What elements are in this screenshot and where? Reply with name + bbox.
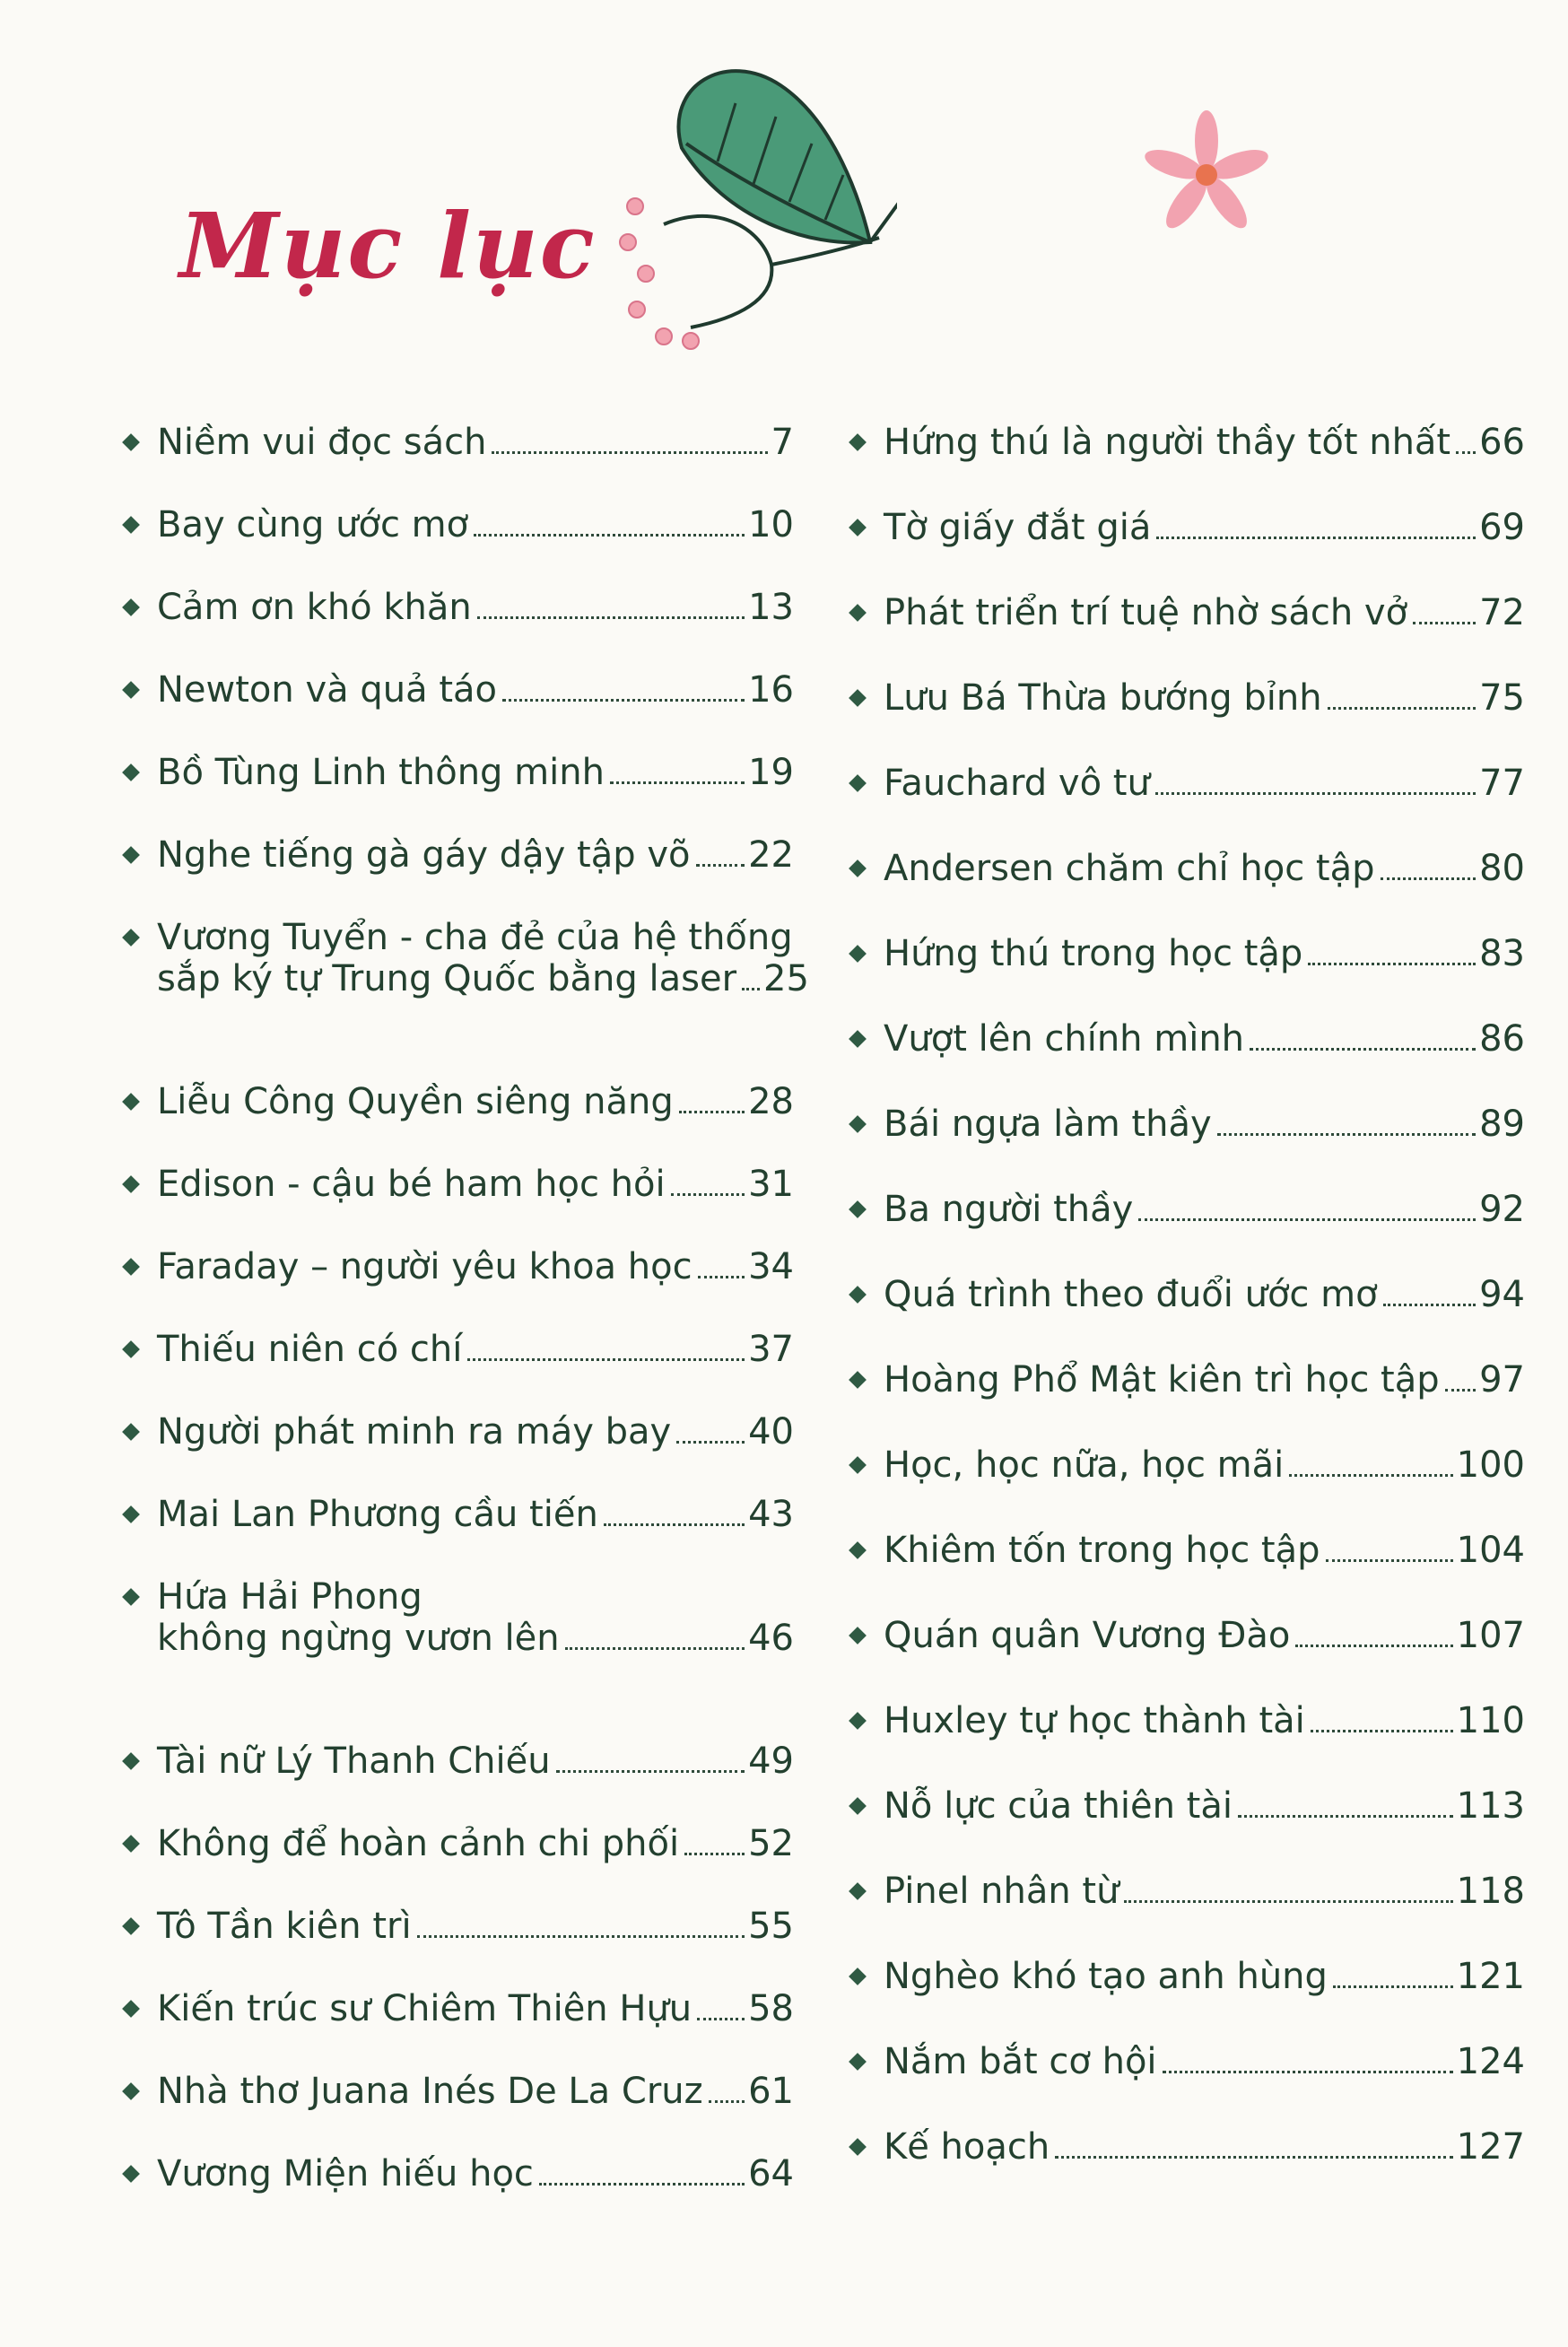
toc-entry-page-number: 13 — [748, 587, 794, 628]
toc-entry-page-number: 92 — [1479, 1189, 1525, 1230]
diamond-bullet-icon — [122, 763, 140, 781]
toc-entry-page-number: 100 — [1456, 1444, 1525, 1486]
toc-entry-title: Thiếu niên có chí — [157, 1329, 463, 1370]
toc-entry-title: Phát triển trí tuệ nhờ sách vở — [884, 592, 1408, 633]
dot-leader — [1163, 2071, 1453, 2073]
dot-leader — [679, 1111, 745, 1113]
dot-leader — [1413, 622, 1476, 624]
diamond-bullet-icon — [122, 681, 140, 699]
diamond-bullet-icon — [122, 433, 140, 451]
toc-entry-title: Pinel nhân từ — [884, 1871, 1119, 1912]
dot-leader — [1333, 1985, 1453, 1988]
toc-entry[interactable] — [848, 1956, 1525, 2041]
toc-entry-title: Nắm bắt cơ hội — [884, 2041, 1157, 2082]
dot-leader — [1156, 537, 1476, 539]
flower-icon — [1139, 108, 1274, 242]
dot-leader — [467, 1358, 745, 1361]
toc-entry-title: Niềm vui đọc sách — [157, 422, 487, 463]
diamond-bullet-icon — [849, 519, 867, 537]
diamond-bullet-icon — [122, 2000, 140, 2018]
dot-leader — [697, 2018, 745, 2020]
toc-entry[interactable] — [848, 1530, 1525, 1615]
toc-entry-title: Liễu Công Quyền siêng năng — [157, 1081, 674, 1122]
diamond-bullet-icon — [122, 1835, 140, 1853]
toc-entry-page-number: 19 — [748, 752, 794, 793]
diamond-bullet-icon — [849, 689, 867, 707]
toc-entry-page-number: 75 — [1479, 677, 1525, 719]
dot-leader — [1308, 963, 1476, 965]
toc-entry-title: Lưu Bá Thừa bướng bỉnh — [884, 677, 1322, 719]
toc-entry-page-number: 113 — [1456, 1785, 1525, 1827]
toc-entry-title: không ngừng vươn lên — [157, 1618, 560, 1659]
toc-entry[interactable] — [121, 1988, 794, 2071]
diamond-bullet-icon — [849, 1286, 867, 1304]
toc-entry-title: Edison - cậu bé ham học hỏi — [157, 1164, 666, 1205]
toc-entry-title: Người phát minh ra máy bay — [157, 1411, 672, 1453]
toc-entry-page-number: 69 — [1479, 507, 1525, 548]
toc-entry-title: Nỗ lực của thiên tài — [884, 1785, 1233, 1827]
toc-entry[interactable] — [848, 2126, 1525, 2212]
toc-entry-page-number: 97 — [1479, 1359, 1525, 1400]
toc-entry-title: Mai Lan Phương cầu tiến — [157, 1494, 598, 1535]
toc-entry[interactable] — [121, 2071, 794, 2153]
dot-leader — [1124, 1900, 1452, 1903]
toc-entry-page-number: 77 — [1479, 763, 1525, 804]
toc-entry-page-number: 22 — [748, 834, 794, 876]
dot-leader — [1326, 1559, 1453, 1562]
toc-entry-title-line1: Vương Tuyển - cha đẻ của hệ thống — [157, 917, 793, 958]
toc-entry[interactable] — [848, 1274, 1525, 1359]
diamond-bullet-icon — [849, 1371, 867, 1389]
toc-entry-title: Hứng thú trong học tập — [884, 933, 1303, 974]
dot-leader — [492, 451, 767, 454]
diamond-bullet-icon — [122, 1752, 140, 1770]
dot-leader — [1295, 1645, 1452, 1647]
dot-leader — [474, 534, 745, 537]
toc-entry[interactable] — [848, 763, 1525, 848]
toc-entry-title: Không để hoàn cảnh chi phối — [157, 1823, 680, 1864]
toc-entry-page-number: 43 — [748, 1494, 794, 1535]
diamond-bullet-icon — [122, 598, 140, 616]
toc-entry-title: Quá trình theo đuổi ước mơ — [884, 1274, 1378, 1315]
toc-entry-title: Bay cùng ước mơ — [157, 504, 469, 545]
toc-entry[interactable] — [848, 2041, 1525, 2126]
dot-leader — [1055, 2156, 1452, 2159]
toc-entry-page-number: 7 — [771, 422, 794, 463]
dot-leader — [1138, 1218, 1476, 1221]
toc-entry-page-number: 49 — [748, 1741, 794, 1782]
diamond-bullet-icon — [849, 1712, 867, 1730]
dot-leader — [671, 1193, 745, 1196]
diamond-bullet-icon — [849, 1882, 867, 1900]
toc-entry-title: Hoàng Phổ Mật kiên trì học tập — [884, 1359, 1440, 1400]
dot-leader — [709, 2100, 745, 2103]
toc-entry-title: Kiến trúc sư Chiêm Thiên Hựu — [157, 1988, 693, 2029]
toc-entry-page-number: 104 — [1456, 1530, 1525, 1571]
diamond-bullet-icon — [122, 929, 140, 947]
diamond-bullet-icon — [849, 2053, 867, 2071]
dot-leader — [696, 864, 745, 867]
toc-entry[interactable] — [121, 1494, 794, 1576]
diamond-bullet-icon — [122, 846, 140, 864]
toc-entry[interactable] — [121, 834, 794, 917]
toc-entry-page-number: 52 — [748, 1823, 794, 1864]
toc-entry-page-number: 72 — [1479, 592, 1525, 633]
toc-entry-title: Hứng thú là người thầy tốt nhất — [884, 422, 1451, 463]
toc-entry[interactable] — [848, 1444, 1525, 1530]
toc-entry-page-number: 110 — [1456, 1700, 1525, 1741]
dot-leader — [502, 699, 745, 702]
diamond-bullet-icon — [122, 2082, 140, 2100]
diamond-bullet-icon — [122, 1093, 140, 1111]
toc-entry-title-line1: Hứa Hải Phong — [157, 1576, 422, 1618]
diamond-bullet-icon — [122, 2165, 140, 2183]
diamond-bullet-icon — [849, 433, 867, 451]
toc-entry[interactable] — [121, 1081, 794, 1164]
toc-entry-page-number: 124 — [1456, 2041, 1525, 2082]
toc-entry-page-number: 86 — [1479, 1018, 1525, 1060]
diamond-bullet-icon — [122, 1258, 140, 1276]
dot-leader — [1238, 1815, 1453, 1818]
toc-entry[interactable] — [121, 1823, 794, 1906]
diamond-bullet-icon — [849, 604, 867, 622]
toc-entry[interactable] — [121, 1329, 794, 1411]
toc-entry-title: Kế hoạch — [884, 2126, 1050, 2168]
toc-entry-page-number: 83 — [1479, 933, 1525, 974]
toc-entry-page-number: 64 — [748, 2153, 794, 2194]
dot-leader — [1383, 1304, 1477, 1306]
toc-entry[interactable] — [121, 1741, 794, 1823]
toc-entry-page-number: 10 — [748, 504, 794, 545]
toc-entry-page-number: 31 — [748, 1164, 794, 1205]
toc-entry-page-number: 94 — [1479, 1274, 1525, 1315]
toc-entry[interactable] — [848, 1018, 1525, 1104]
toc-entry-title: Ba người thầy — [884, 1189, 1134, 1230]
toc-entry[interactable] — [121, 1411, 794, 1494]
toc-entry[interactable] — [121, 669, 794, 752]
dot-leader — [610, 781, 745, 784]
diamond-bullet-icon — [849, 945, 867, 963]
dot-leader — [1289, 1474, 1452, 1477]
dot-leader — [698, 1276, 745, 1278]
dot-leader — [556, 1770, 745, 1773]
toc-entry-page-number: 121 — [1456, 1956, 1525, 1997]
toc-entry-title: Vương Miện hiếu học — [157, 2153, 534, 2194]
toc-entry-title: Huxley tự học thành tài — [884, 1700, 1305, 1741]
toc-entry-title: Cảm ơn khó khăn — [157, 587, 472, 628]
diamond-bullet-icon — [849, 774, 867, 792]
toc-entry-title: Fauchard vô tư — [884, 763, 1150, 804]
diamond-bullet-icon — [849, 1456, 867, 1474]
dot-leader — [1456, 451, 1476, 454]
toc-entry-page-number: 89 — [1479, 1104, 1525, 1145]
diamond-bullet-icon — [122, 1588, 140, 1606]
toc-entry[interactable] — [121, 752, 794, 834]
toc-entry[interactable] — [848, 1615, 1525, 1700]
diamond-bullet-icon — [122, 1917, 140, 1935]
dot-leader — [1381, 877, 1477, 880]
toc-entry-title: Quán quân Vương Đào — [884, 1615, 1291, 1656]
toc-entry-title: Newton và quả táo — [157, 669, 498, 711]
toc-entry[interactable] — [121, 917, 809, 1081]
toc-entry-page-number: 58 — [748, 1988, 794, 2029]
diamond-bullet-icon — [849, 1627, 867, 1645]
toc-entry-title: Học, học nữa, học mãi — [884, 1444, 1285, 1486]
toc-entry[interactable] — [848, 677, 1525, 763]
toc-entry-title: Khiêm tốn trong học tập — [884, 1530, 1320, 1571]
toc-entry-page-number: 40 — [748, 1411, 794, 1453]
toc-left-column — [121, 422, 809, 2236]
dot-leader — [417, 1935, 745, 1938]
toc-entry-title: Faraday – người yêu khoa học — [157, 1246, 693, 1287]
toc-entry[interactable] — [121, 1576, 794, 1741]
toc-entry-page-number: 25 — [763, 958, 809, 999]
toc-entry[interactable] — [848, 933, 1525, 1018]
toc-entry-title: Andersen chăm chỉ học tập — [884, 848, 1375, 889]
leaf-branch-icon — [610, 49, 897, 359]
toc-entry-page-number: 46 — [748, 1618, 794, 1659]
toc-entry[interactable] — [848, 1189, 1525, 1274]
toc-entry-title: sắp ký tự Trung Quốc bằng laser — [157, 958, 737, 999]
toc-entry-page-number: 127 — [1456, 2126, 1525, 2168]
dot-leader — [565, 1647, 745, 1650]
toc-right-column — [848, 422, 1525, 2212]
toc-entry-page-number: 66 — [1479, 422, 1525, 463]
dot-leader — [676, 1441, 745, 1444]
toc-entry[interactable] — [848, 1871, 1525, 1956]
dot-leader — [1311, 1730, 1453, 1732]
toc-entry[interactable] — [121, 1164, 794, 1246]
diamond-bullet-icon — [849, 1200, 867, 1218]
toc-entry-page-number: 34 — [748, 1246, 794, 1287]
toc-entry-page-number: 16 — [748, 669, 794, 711]
diamond-bullet-icon — [849, 1115, 867, 1133]
page-title: Mục lục — [179, 193, 597, 299]
toc-entry[interactable] — [848, 848, 1525, 933]
toc-entry[interactable] — [848, 422, 1525, 507]
toc-entry[interactable] — [848, 592, 1525, 677]
diamond-bullet-icon — [122, 1175, 140, 1193]
toc-entry-page-number: 55 — [748, 1906, 794, 1947]
diamond-bullet-icon — [122, 1505, 140, 1523]
diamond-bullet-icon — [849, 2138, 867, 2156]
diamond-bullet-icon — [849, 859, 867, 877]
toc-entry[interactable] — [848, 1359, 1525, 1444]
toc-entry-page-number: 61 — [748, 2071, 794, 2112]
diamond-bullet-icon — [849, 1797, 867, 1815]
toc-entry[interactable] — [121, 587, 794, 669]
dot-leader — [477, 616, 745, 619]
toc-entry[interactable] — [848, 1104, 1525, 1189]
toc-entry[interactable] — [848, 1785, 1525, 1871]
toc-entry-title: Bồ Tùng Linh thông minh — [157, 752, 605, 793]
toc-entry[interactable] — [848, 507, 1525, 592]
toc-entry[interactable] — [121, 2153, 794, 2236]
dot-leader — [1328, 707, 1476, 710]
diamond-bullet-icon — [849, 1541, 867, 1559]
toc-entry-title: Bái ngựa làm thầy — [884, 1104, 1212, 1145]
toc-entry-page-number: 107 — [1456, 1615, 1525, 1656]
dot-leader — [1250, 1048, 1476, 1051]
dot-leader — [684, 1853, 745, 1855]
toc-entry-page-number: 80 — [1479, 848, 1525, 889]
dot-leader — [1155, 792, 1476, 795]
toc-entry-page-number: 37 — [748, 1329, 794, 1370]
diamond-bullet-icon — [849, 1967, 867, 1985]
dot-leader — [539, 2183, 745, 2186]
toc-entry-title: Tô Tần kiên trì — [157, 1906, 412, 1947]
toc-entry-page-number: 28 — [748, 1081, 794, 1122]
toc-entry[interactable] — [121, 504, 794, 587]
toc-entry[interactable] — [121, 1906, 794, 1988]
toc-entry-title: Tài nữ Lý Thanh Chiếu — [157, 1741, 551, 1782]
toc-entry-title: Tờ giấy đắt giá — [884, 507, 1152, 548]
diamond-bullet-icon — [122, 516, 140, 534]
toc-entry[interactable] — [121, 1246, 794, 1329]
diamond-bullet-icon — [849, 1030, 867, 1048]
diamond-bullet-icon — [122, 1423, 140, 1441]
toc-entry-title: Nhà thơ Juana Inés De La Cruz — [157, 2071, 703, 2112]
dot-leader — [1445, 1389, 1476, 1392]
toc-entry[interactable] — [848, 1700, 1525, 1785]
toc-entry[interactable] — [121, 422, 794, 504]
dot-leader — [604, 1523, 745, 1526]
dot-leader — [1217, 1133, 1476, 1136]
diamond-bullet-icon — [122, 1340, 140, 1358]
dot-leader — [742, 988, 760, 990]
toc-entry-title: Nghèo khó tạo anh hùng — [884, 1956, 1328, 1997]
toc-entry-title: Vượt lên chính mình — [884, 1018, 1245, 1060]
toc-entry-page-number: 118 — [1456, 1871, 1525, 1912]
toc-entry-title: Nghe tiếng gà gáy dậy tập võ — [157, 834, 691, 876]
